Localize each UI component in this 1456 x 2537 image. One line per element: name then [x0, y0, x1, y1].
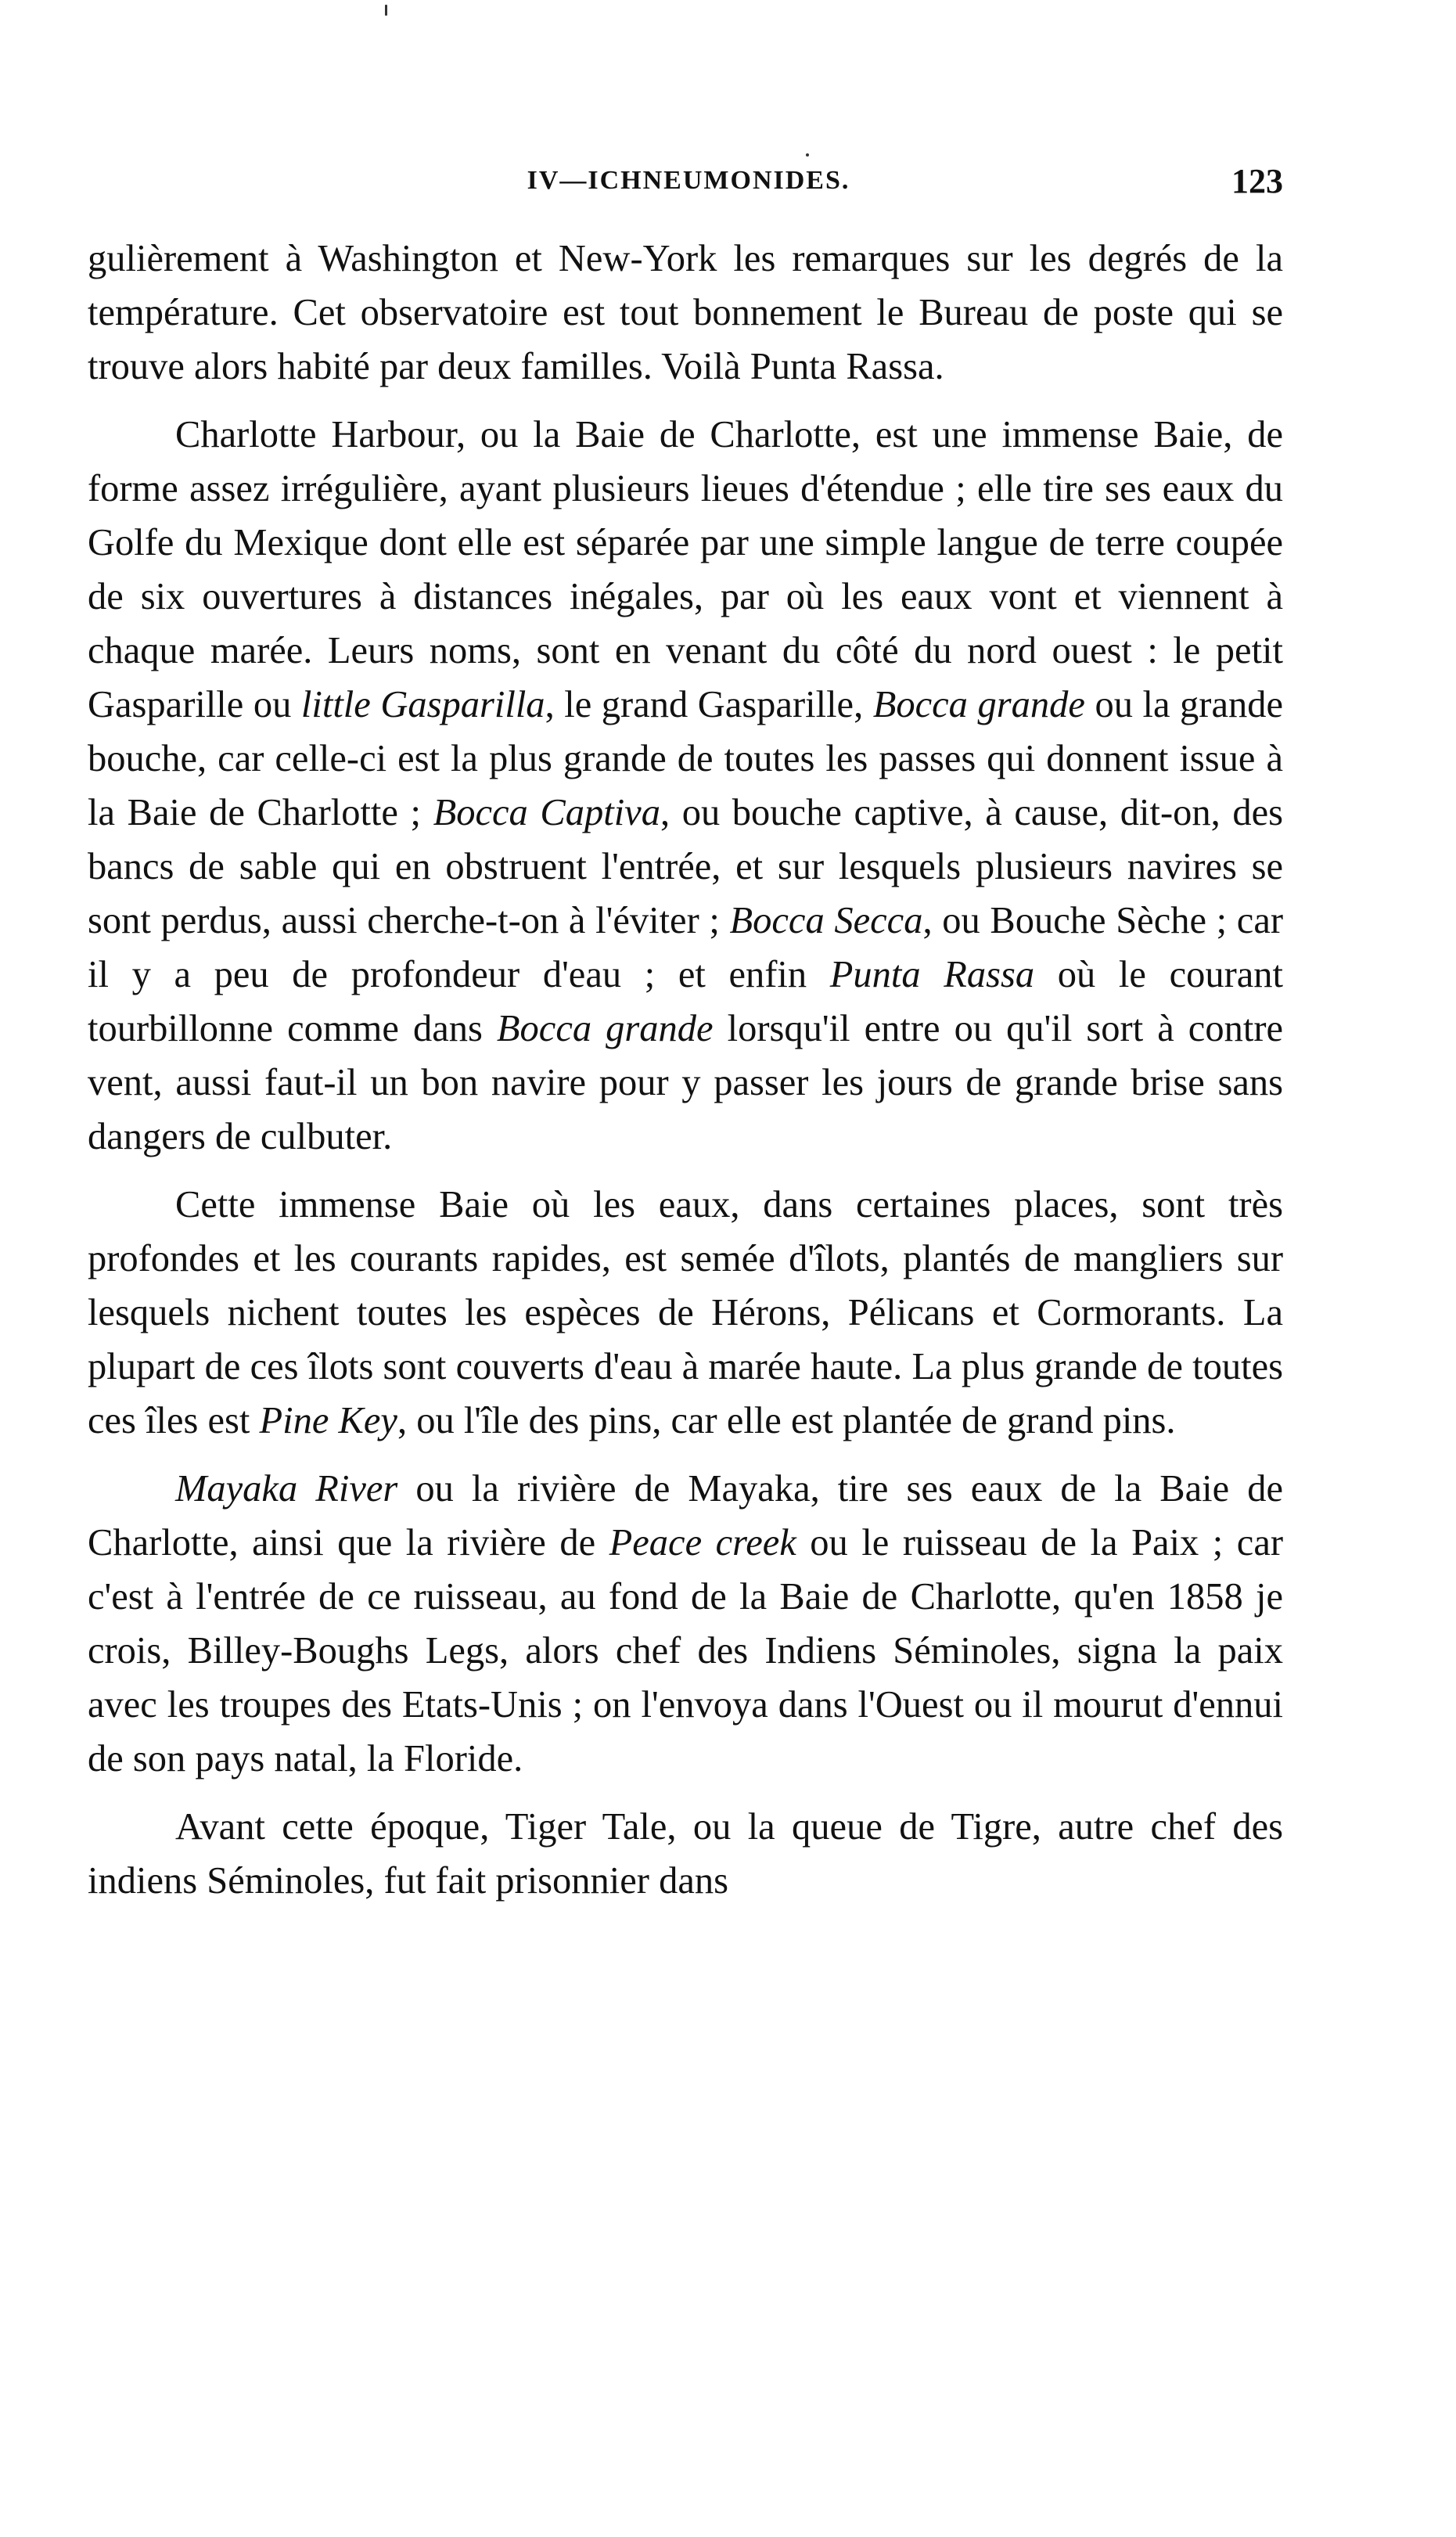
italic-term: Bocca Captiva [433, 792, 660, 833]
text-run: Cette immense Baie où les eaux, dans certaines places, sont très profondes et les courants rapides, est semée d'îlots, plantés de mangliers sur lesquels nichent toutes les espèces de Hérons, Pélicans et Cormorants. La plupart de ces îlots sont couverts d'eau à marée haute. La plus grande de toutes ces îles est [88, 1184, 1283, 1441]
text-run: , le grand Gasparille, [545, 684, 873, 725]
running-title: IV—ICHNEUMONIDES. [527, 166, 850, 195]
text-run: où le courant tourbillonne comme dans [88, 954, 1283, 1049]
italic-term: Peace creek [609, 1522, 796, 1564]
italic-term: Bocca Secca [729, 900, 923, 941]
paragraph-4 [88, 1462, 1283, 1786]
paragraph-1 [88, 232, 1283, 394]
text-run: , ou bouche captive, à cause, dit-on, des bancs de sable qui en obstruent l'entrée, et sur lesquels plusieurs navires se sont perdus, aussi cherche-t-on à l'éviter ; [88, 792, 1283, 941]
text-run: ou la grande bouche, car celle-ci est la plus grande de toutes les passes qui donnent issue à la Baie de Charlotte ; [88, 684, 1283, 833]
text-run: Charlotte Harbour, ou la Baie de Charlotte, est une immense Baie, de forme assez irrégulière, ayant plusieurs lieues d'étendue ; elle tire ses eaux du Golfe du Mexique dont elle est séparée par une simple langue de terre coupée de six ouvertures à distances inégales, par où les eaux vont et viennent à chaque marée. Leurs noms, sont en venant du côté du nord ouest : le petit Gasparille ou [88, 414, 1283, 725]
text-run: , ou l'île des pins, car elle est plantée de grand pins. [397, 1400, 1176, 1441]
scan-speck [385, 5, 387, 16]
text-run: ou le ruisseau de la Paix ; car c'est à l'entrée de ce ruisseau, au fond de la Baie de Charlotte, qu'en 1858 je crois, Billey-Boughs Legs, alors chef des Indiens Séminoles, signa la paix avec les troupes des Etats-Unis ; on l'envoya dans l'Ouest ou il mourut d'ennui de son pays natal, la Floride. [88, 1522, 1283, 1779]
paragraph-2 [88, 408, 1283, 1164]
text-run: Avant cette époque, Tiger Tale, ou la queue de Tigre, autre chef des indiens Séminoles, fut fait prisonnier dans [88, 1806, 1283, 1902]
running-head [94, 162, 1283, 213]
text-run: gulièrement à Washington et New-York les remarques sur les degrés de la température. Cet observatoire est tout bonnement le Bureau de poste qui se trouve alors habité par deux familles. Voilà Punta Rassa. [88, 238, 1283, 387]
body-text [88, 232, 1283, 1922]
text-run: ou la rivière de Mayaka, tire ses eaux de la Baie de Charlotte, ainsi que la rivière de [88, 1468, 1283, 1564]
italic-term: Mayaka River [175, 1468, 398, 1510]
text-run: lorsqu'il entre ou qu'il sort à contre vent, aussi faut-il un bon navire pour y passer les jours de grande brise sans dangers de culbuter. [88, 1008, 1283, 1157]
italic-term: Pine Key [259, 1400, 397, 1441]
text-run: , ou Bouche Sèche ; car il y a peu de profondeur d'eau ; et enfin [88, 900, 1283, 995]
italic-term: Bocca grande [872, 684, 1085, 725]
italic-term: Bocca grande [496, 1008, 714, 1049]
paragraph-3 [88, 1178, 1283, 1448]
paragraph-5 [88, 1800, 1283, 1908]
scan-speck [806, 153, 809, 157]
italic-term: Punta Rassa [829, 954, 1035, 995]
italic-term: little Gasparilla [300, 684, 545, 725]
page-number: 123 [1231, 162, 1283, 200]
